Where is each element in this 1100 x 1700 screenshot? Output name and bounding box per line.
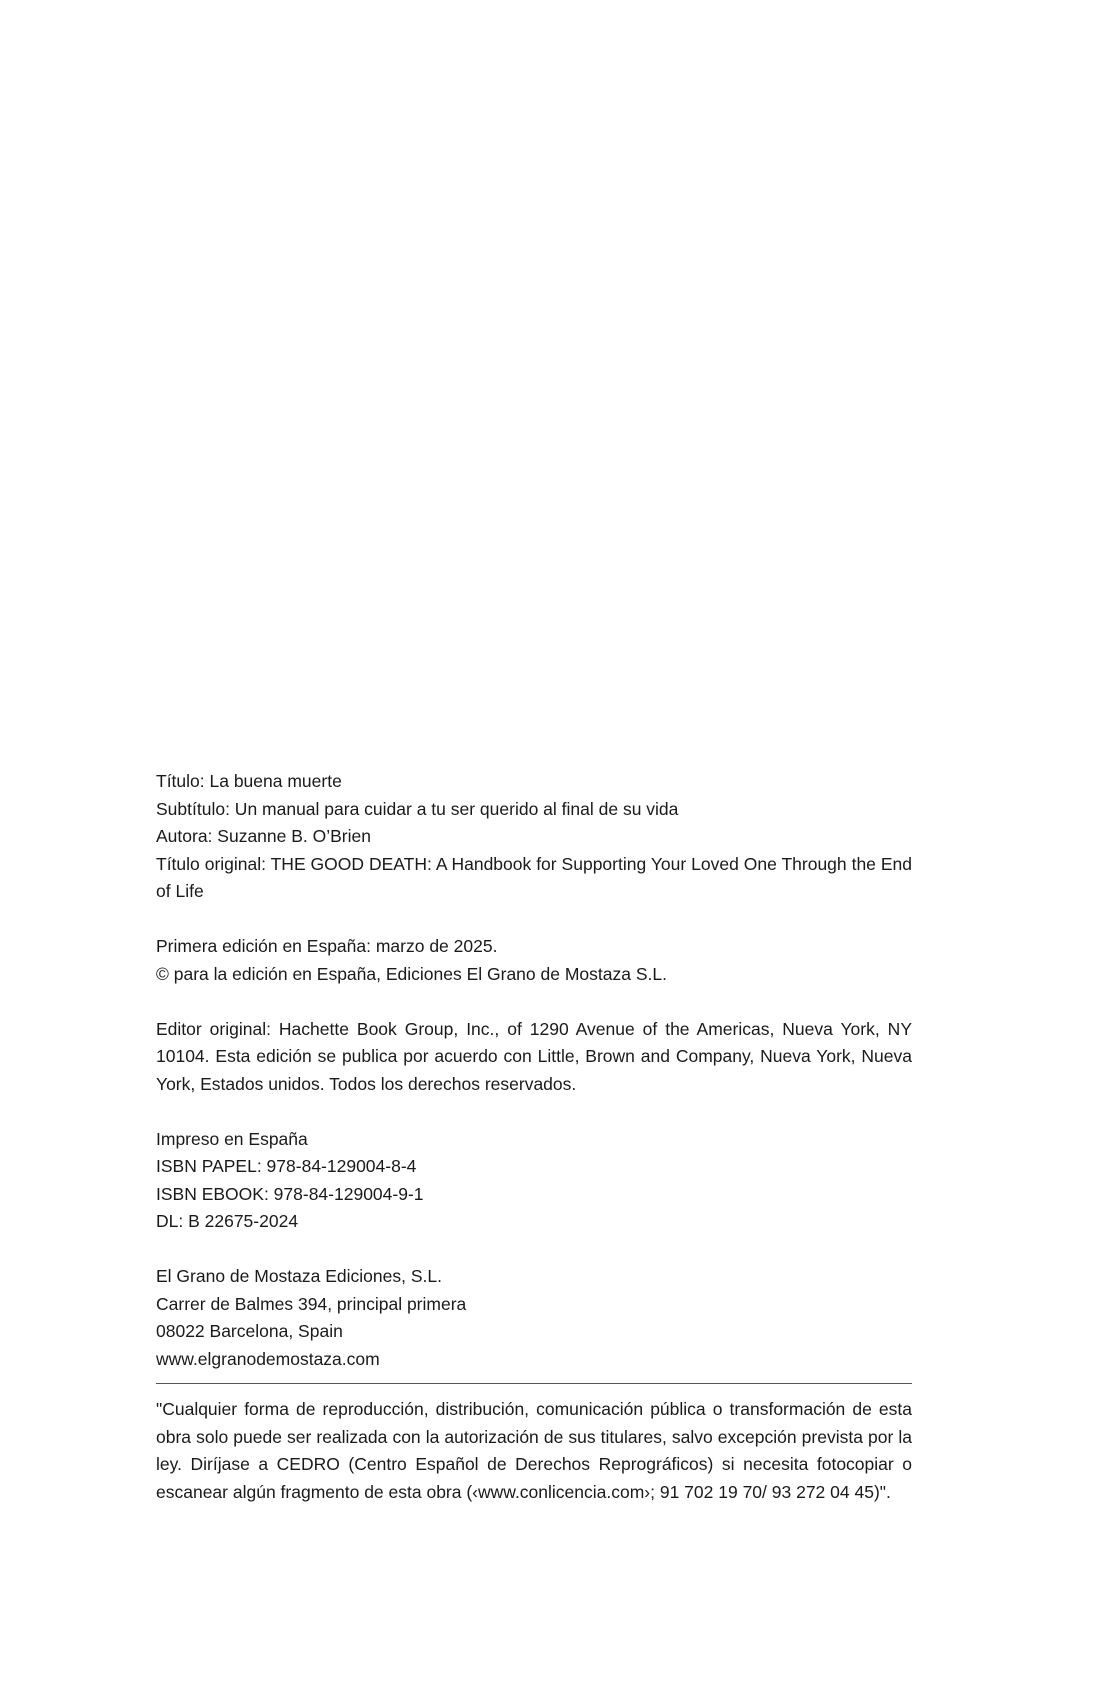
print-info-block bbox=[156, 1126, 912, 1236]
edition-block bbox=[156, 933, 912, 988]
publisher-website-line: www.elgranodemostaza.com bbox=[156, 1348, 380, 1369]
printed-in-line: Impreso en España bbox=[156, 1128, 308, 1149]
publisher-street-line: Carrer de Balmes 394, principal primera bbox=[156, 1293, 467, 1314]
isbn-paper-line: ISBN PAPEL: 978-84-129004-8-4 bbox=[156, 1156, 417, 1176]
subtitle-line: Subtítulo: Un manual para cuidar a tu ser querido al final de su vida bbox=[156, 798, 679, 819]
book-info-block bbox=[156, 768, 912, 906]
publisher-name-line: El Grano de Mostaza Ediciones, S.L. bbox=[156, 1266, 442, 1286]
original-publisher-paragraph: Editor original: Hachette Book Group, Inc., of 1290 Avenue of the Americas, Nueva York, NY 10104. Esta edición se publica por acuerdo con Little, Brown and Company, Nueva York, Nueva York, Estados unidos. Todos los derechos reservados. bbox=[156, 1018, 912, 1094]
first-edition-line: Primera edición en España: marzo de 2025. bbox=[156, 936, 498, 956]
isbn-ebook-line: ISBN EBOOK: 978-84-129004-9-1 bbox=[156, 1183, 424, 1204]
copyright-line: © para la edición en España, Ediciones El Grano de Mostaza S.L. bbox=[156, 963, 667, 984]
copyright-page bbox=[156, 768, 912, 1506]
publisher-address-block bbox=[156, 1263, 912, 1373]
divider bbox=[156, 1383, 912, 1384]
original-title-line: Título original: THE GOOD DEATH: A Handbook for Supporting Your Loved One Through the End of Life bbox=[156, 853, 912, 901]
publisher-city-line: 08022 Barcelona, Spain bbox=[156, 1321, 343, 1341]
author-line: Autora: Suzanne B. O’Brien bbox=[156, 826, 371, 846]
legal-deposit-line: DL: B 22675-2024 bbox=[156, 1211, 299, 1231]
title-line: Título: La buena muerte bbox=[156, 771, 342, 791]
legal-notice-paragraph: "Cualquier forma de reproducción, distribución, comunicación pública o transformación de esta obra solo puede ser realizada con la autorización de sus titulares, salvo excepción prevista por la ley. Diríjase a CEDRO (Centro Español de Derechos Reprográficos) si necesita fotocopiar o escanear algún fragmento de esta obra (‹www.conlicencia.com›; 91 702 19 70/ 93 272 04 45)". bbox=[156, 1399, 912, 1502]
